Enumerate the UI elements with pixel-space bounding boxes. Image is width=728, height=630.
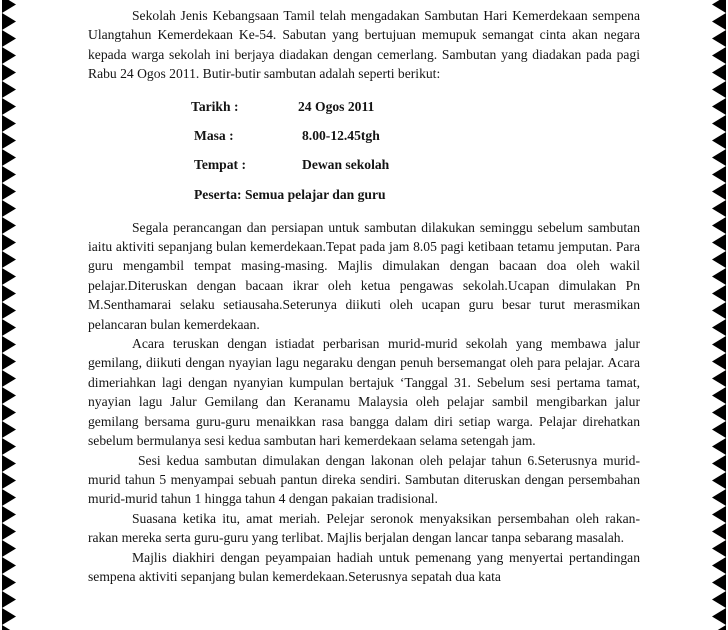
masa-row [194,122,640,151]
peserta-line: Peserta: Semua pelajar dan guru [194,186,386,202]
tempat-value: Dewan sekolah [302,157,390,173]
body-paragraph-3: Sesi kedua sambutan dimulakan dengan lakonan oleh pelajar tahun 6.Seterusnya murid-murid tahun 5 menyampai sebuah pantun direka sendiri. Sambutan diteruskan dengan persembahan murid-murid tahun 1 hingga tahun 4 dengan pakaian tradisional. [88,452,640,507]
tempat-row [194,151,640,180]
masa-value: 8.00-12.45tgh [302,128,380,144]
body-paragraph-5: Majlis diakhiri dengan peyampaian hadiah untuk pemenang yang menyertai pertandingan sempena aktiviti sepanjang bulan kemerdekaan.Seterusnya sepatah dua kata [88,549,640,584]
tarikh-value: 24 Ogos 2011 [298,99,375,115]
tarikh-label: Tarikh : [191,99,239,115]
event-details [88,93,640,209]
body-paragraph-4: Suasana ketika itu, amat meriah. Pelejar seronok menyaksikan persembahan oleh rakan-rakan mereka serta guru-guru yang terlibat. Majlis berjalan dengan lancar tanpa sebarang masalah. [88,510,640,546]
masa-label: Masa : [194,128,234,144]
report-document [88,6,640,586]
decorative-border-left [2,0,16,630]
body-paragraph-2: Acara teruskan dengan istiadat perbarisan murid-murid sekolah yang membawa jalur gemilang, diikuti dengan nyayian lagu negaraku dengan penuh bersemangat oleh para pelajar. Acara dimeriahkan lagi dengan nyanyian kumpulan bertajuk ‘Tanggal 31. Sebelum sesi pertama tamat, nyayian lagu Jalur Gemilang dan Keranamu Malaysia oleh pelajar sambil mengibarkan jalur gemilang bersama guru-guru menaikkan rasa bangga dalam diri setiap warga. Pelajar direhatkan sebelum bermulanya sesi kedua sambutan hari kemerdekaan selama setengah jam. [88,336,640,449]
intro-paragraph: Sekolah Jenis Kebangsaan Tamil telah mengadakan Sambutan Hari Kemerdekaan sempena Ulangtahun Kemerdekaan Ke-54. Sabutan yang bertujuan memupuk semangat cinta akan negara kepada warga sekolah ini berjaya diadakan dengan cemerlang. Sambutan yang diadakan pada pagi Rabu 24 Ogos 2011. Butir-butir sambutan adalah seperti berikut: [88,8,640,82]
tempat-label: Tempat : [194,157,246,173]
body-paragraph-1: Segala perancangan dan persiapan untuk sambutan dilakukan seminggu sebelum sambutan iaitu aktiviti sepanjang bulan kemerdekaan.Tepat pada jam 8.05 pagi ketibaan tetamu jemputan. Para guru mengambil tempat masing-masing. Majlis dimulakan dengan bacaan doa oleh wakil pelajar.Diteruskan dengan bacaan ikrar oleh ketua pengawas sekolah.Ucapan dimulakan Pn M.Senthamarai selaku setiausaha.Seterunya diikuti oleh ucapan guru besar turut merasmikan pelancaran bulan kemerdekaan. [88,219,640,332]
decorative-border-right [712,0,726,630]
tarikh-row [191,93,640,122]
